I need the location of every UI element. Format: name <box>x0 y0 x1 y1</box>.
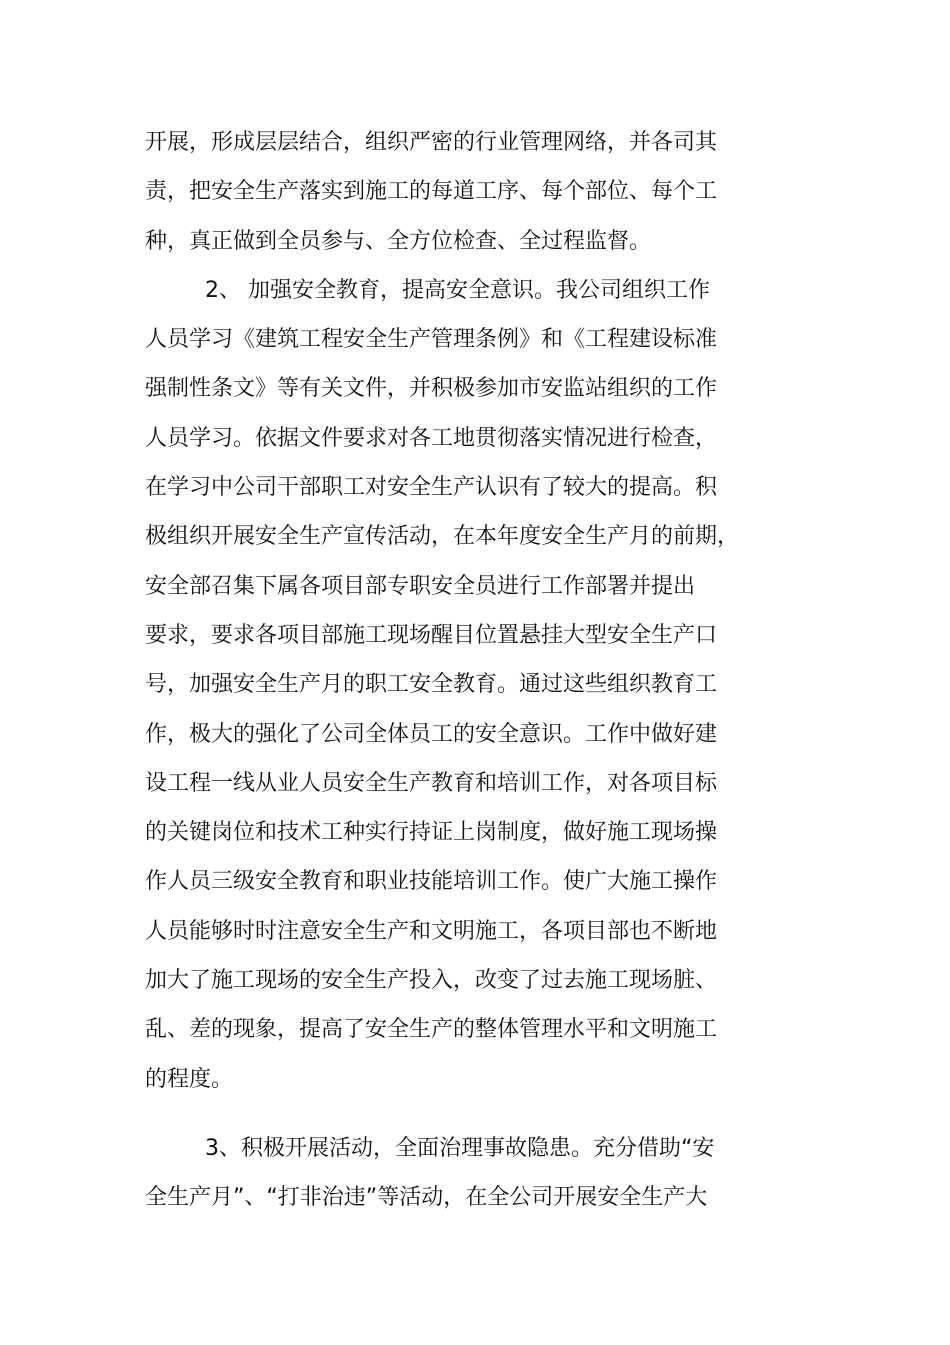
text-line: 要求，要求各项目部施工现场醒目位置悬挂大型安全生产口 <box>145 622 718 648</box>
document-body <box>145 118 755 1223</box>
text-line: 的关键岗位和技术工种实行持证上岗制度，做好施工现场操 <box>145 820 718 846</box>
text-line: 全生产月”、“打非治违”等活动，在全公司开展安全生产大 <box>145 1185 708 1211</box>
paragraph-continued <box>145 118 755 266</box>
text-line: 责，把安全生产落实到施工的每道工序、每个部位、每个工 <box>145 179 718 205</box>
text-line: 人员学习《建筑工程安全生产管理条例》和《工程建设标准 <box>145 327 718 353</box>
text-line: 在学习中公司干部职工对安全生产认识有了较大的提高。积 <box>145 475 718 501</box>
text-line: 极组织开展安全生产宣传活动，在本年度安全生产月的前期， <box>145 524 740 550</box>
text-line: 乱、差的现象，提高了安全生产的整体管理水平和文明施工 <box>145 1017 718 1043</box>
text-line: 作，极大的强化了公司全体员工的安全意识。工作中做好建 <box>145 721 718 747</box>
text-line: 开展，形成层层结合，组织严密的行业管理网络，并各司其 <box>145 130 718 155</box>
paragraph-hazard-governance <box>145 1124 755 1223</box>
text-line: 人员能够时时注意安全生产和文明施工，各项目部也不断地 <box>145 918 718 944</box>
text-line: 安全部召集下属各项目部专职安全员进行工作部署并提出 <box>145 573 696 599</box>
text-line: 人员学习。依据文件要求对各工地贯彻落实情况进行检查， <box>145 425 718 451</box>
text-line: 加大了施工现场的安全生产投入，改变了过去施工现场脏、 <box>145 968 718 994</box>
text-line: 2、 加强安全教育，提高安全意识。我公司组织工作 <box>205 277 710 303</box>
text-line: 设工程一线从业人员安全生产教育和培训工作，对各项目标 <box>145 770 718 796</box>
text-line: 强制性条文》等有关文件，并积极参加市安监站组织的工作 <box>145 376 718 402</box>
text-line: 作人员三级安全教育和职业技能培训工作。使广大施工操作 <box>145 869 718 895</box>
text-line: 号，加强安全生产月的职工安全教育。通过这些组织教育工 <box>145 672 718 698</box>
paragraph-safety-education <box>145 266 755 1104</box>
text-line: 的程度。 <box>145 1066 234 1092</box>
paragraph-spacing <box>145 1104 755 1124</box>
text-line: 3、积极开展活动，全面治理事故隐患。充分借助“安 <box>205 1135 715 1161</box>
text-line: 种，真正做到全员参与、全方位检查、全过程监督。 <box>145 228 652 254</box>
